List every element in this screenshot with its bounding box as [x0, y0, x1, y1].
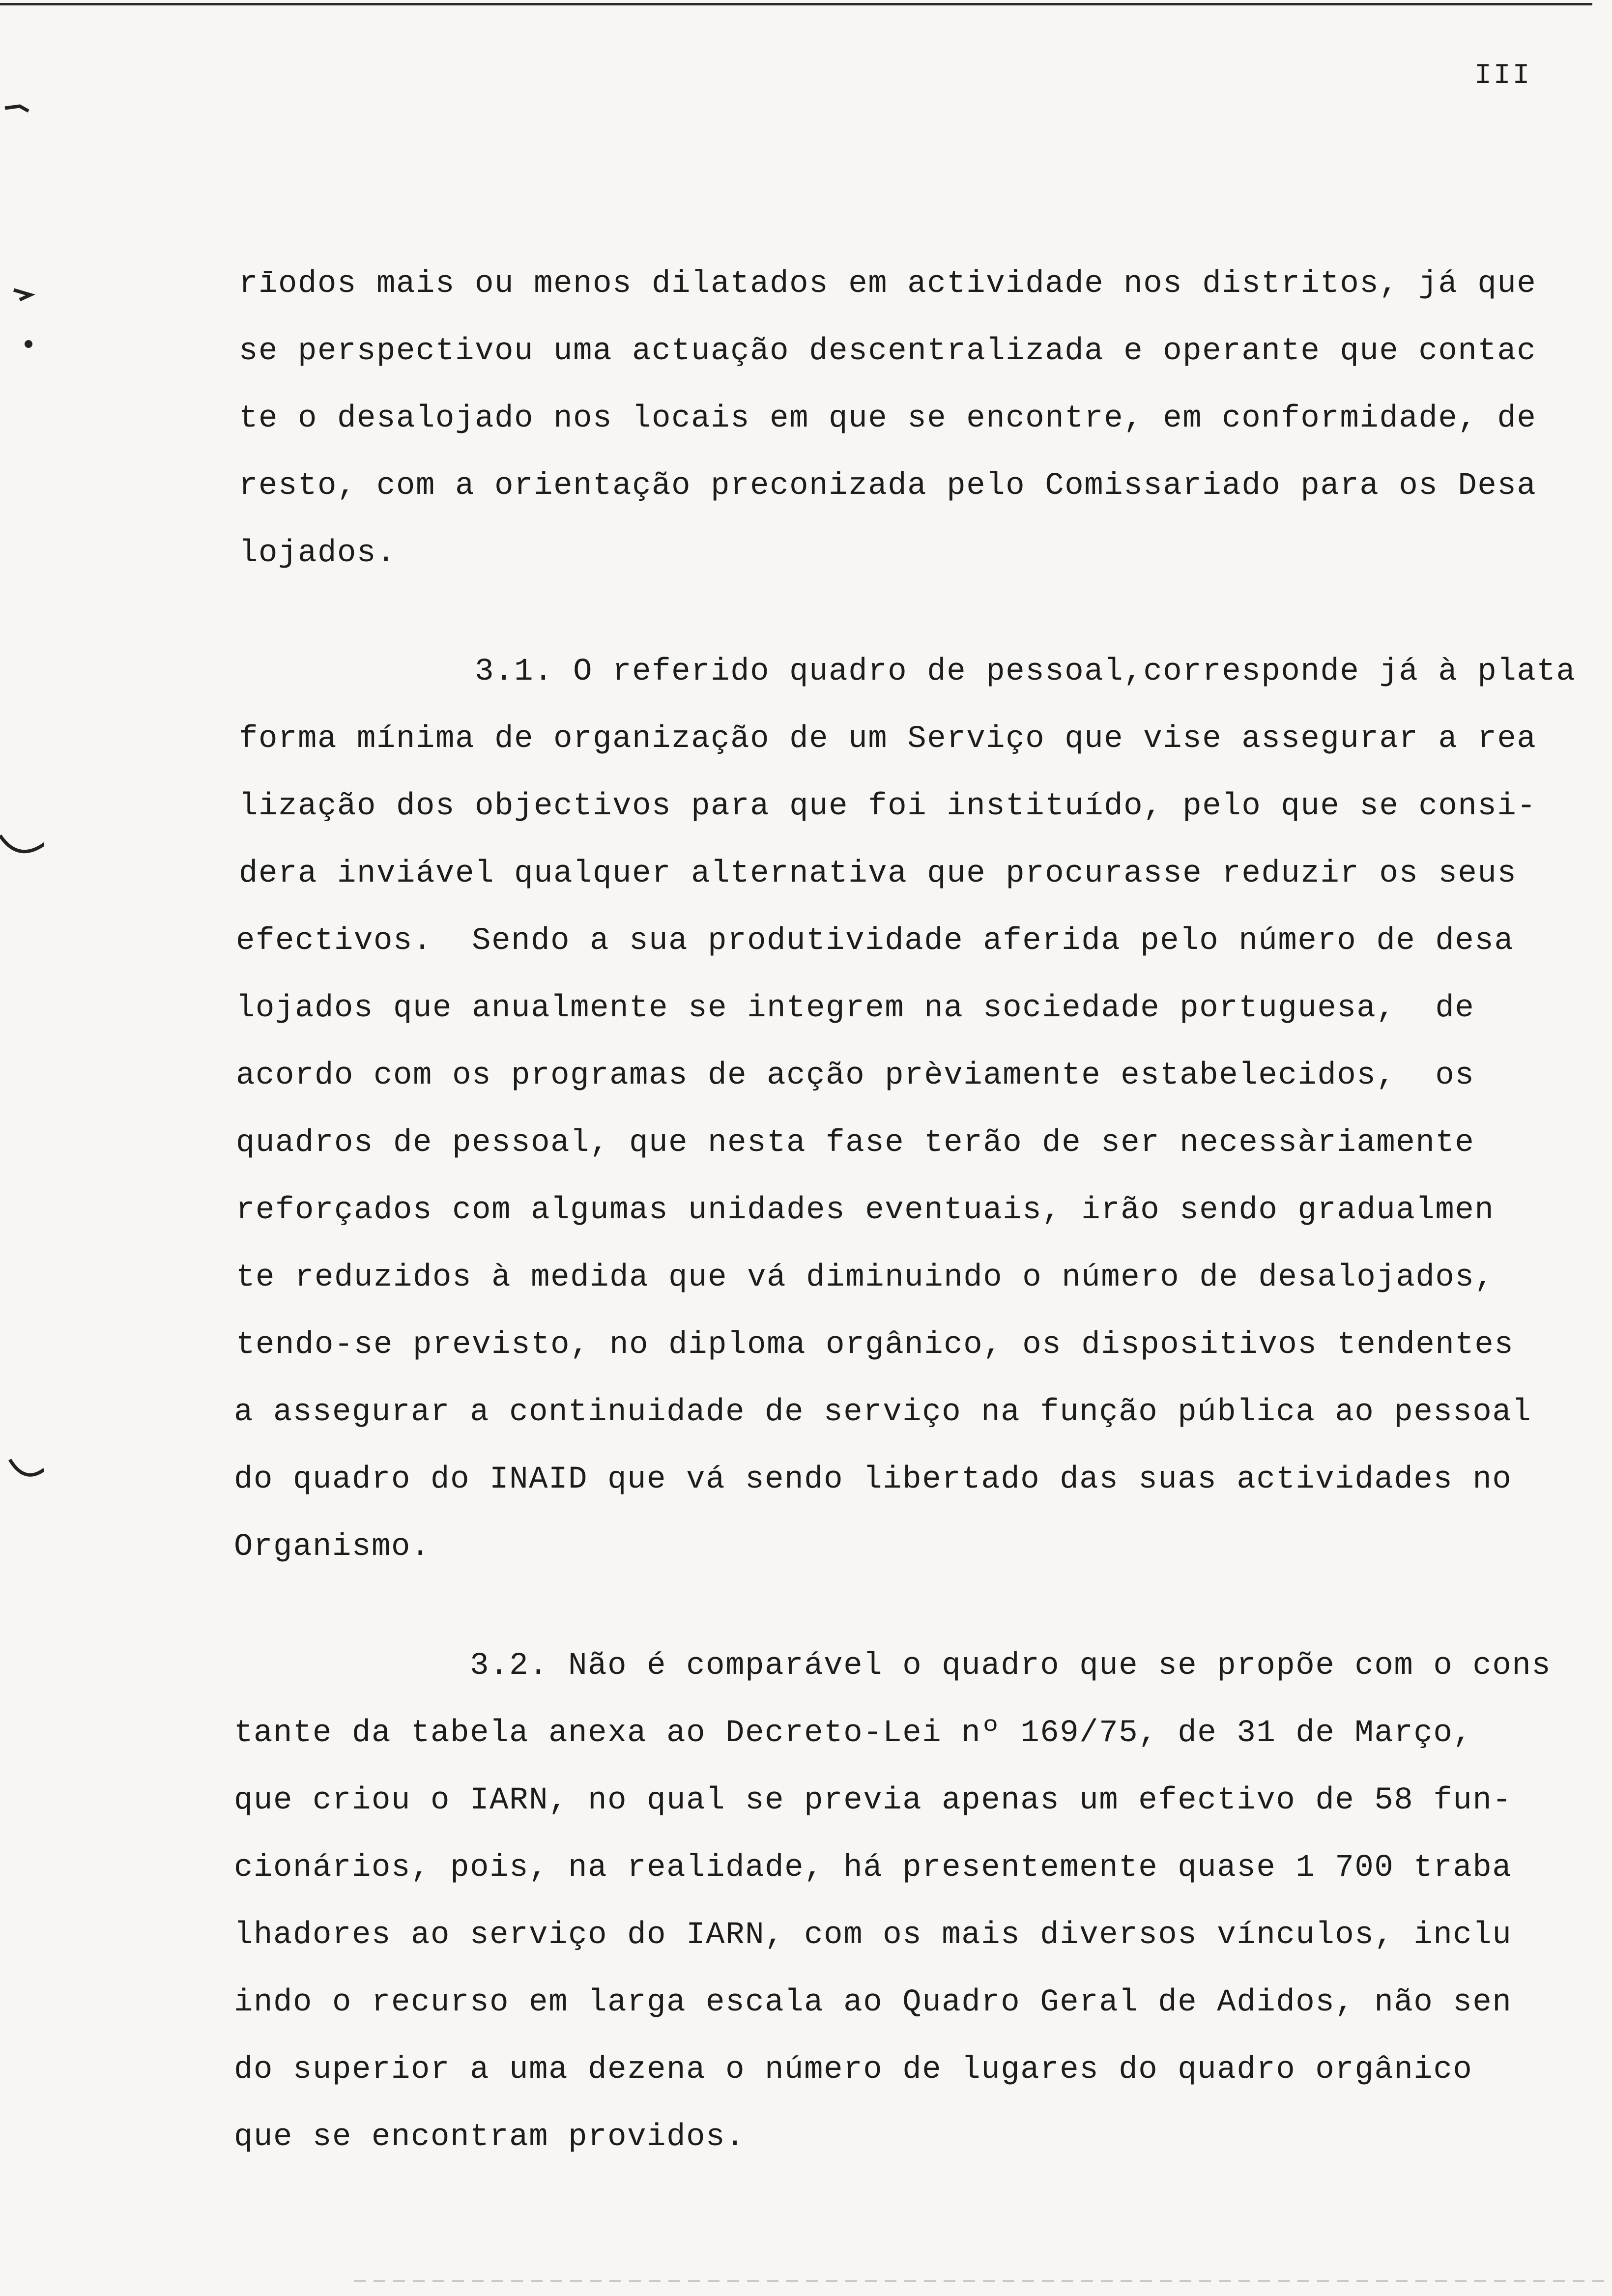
- text-line: lojados.: [239, 536, 397, 571]
- text-line: cionários, pois, na realidade, há presentemente quase 1 700 traba: [234, 1850, 1512, 1886]
- scan-margin-marks: [0, 88, 44, 1563]
- text-line: tendo-se previsto, no diploma orgânico, os dispositivos tendentes: [236, 1327, 1514, 1363]
- bottom-scan-line: [354, 2280, 1612, 2282]
- text-line: resto, com a orientação preconizada pelo Comissariado para os Desa: [239, 468, 1537, 504]
- text-line: lização dos objectivos para que foi instituído, pelo que se consi-: [239, 789, 1537, 824]
- text-line: rīodos mais ou menos dilatados em actividade nos distritos, já que: [239, 266, 1537, 302]
- text-line: dera inviável qualquer alternativa que procurasse reduzir os seus: [239, 856, 1517, 891]
- text-line: que criou o IARN, no qual se previa apenas um efectivo de 58 fun-: [234, 1783, 1512, 1818]
- text-line: indo o recurso em larga escala ao Quadro Geral de Adidos, não sen: [234, 1985, 1512, 2020]
- text-line: forma mínima de organização de um Serviço que vise assegurar a rea: [239, 721, 1537, 757]
- text-line: te reduzidos à medida que vá diminuindo o número de desalojados,: [236, 1260, 1495, 1295]
- text-line: lhadores ao serviço do IARN, com os mais diversos vínculos, inclu: [234, 1918, 1512, 1953]
- text-line: 3.1. O referido quadro de pessoal,corresponde já à plata: [239, 654, 1576, 689]
- text-line: Organismo.: [234, 1529, 431, 1565]
- text-line: que se encontram providos.: [234, 2120, 746, 2155]
- text-line: reforçados com algumas unidades eventuais, irão sendo gradualmen: [236, 1193, 1495, 1228]
- text-line: te o desalojado nos locais em que se encontre, em conformidade, de: [239, 401, 1537, 436]
- page-number: III: [1474, 60, 1532, 92]
- text-line: acordo com os programas de acção prèviamente estabelecidos, os: [236, 1058, 1475, 1093]
- text-line: 3.2. Não é comparável o quadro que se propõe com o cons: [234, 1648, 1552, 1684]
- text-line: efectivos. Sendo a sua produtividade aferida pelo número de desa: [236, 923, 1514, 959]
- text-line: tante da tabela anexa ao Decreto-Lei nº 169/75, de 31 de Março,: [234, 1716, 1473, 1751]
- top-border-line: [0, 3, 1592, 5]
- text-line: lojados que anualmente se integrem na sociedade portuguesa, de: [236, 991, 1475, 1026]
- text-line: quadros de pessoal, que nesta fase terão de ser necessàriamente: [236, 1125, 1475, 1161]
- text-line: do superior a uma dezena o número de lugares do quadro orgânico: [234, 2052, 1473, 2088]
- text-line: a assegurar a continuidade de serviço na função pública ao pessoal: [234, 1395, 1532, 1430]
- text-line: do quadro do INAID que vá sendo libertado das suas actividades no: [234, 1462, 1512, 1497]
- text-line: se perspectivou uma actuação descentralizada e operante que contac: [239, 334, 1537, 369]
